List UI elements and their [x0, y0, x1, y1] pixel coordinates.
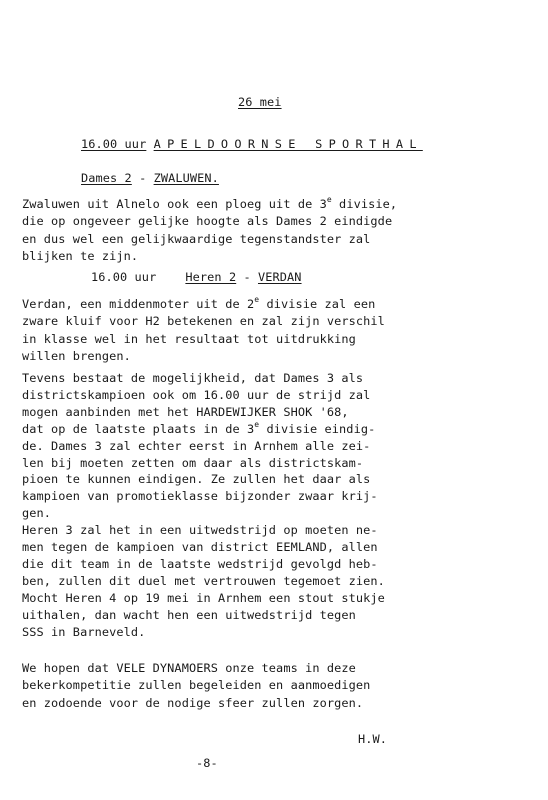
ordinal-superscript: e — [326, 195, 332, 204]
text-line — [22, 573, 385, 590]
text-segment: de. Dames 3 zal echter eerst in Arnhem alle zei- — [22, 438, 371, 453]
text-segment: bekerkompetitie zullen begeleiden en aanmoedigen — [22, 678, 371, 693]
text-segment: Heren 3 zal het in een uitwedstrijd op moeten ne- — [22, 523, 378, 538]
text-segment: blijken te zijn. — [22, 248, 139, 263]
text-line — [22, 590, 385, 607]
text-line — [22, 539, 378, 556]
match2-opponent: VERDAN — [257, 270, 302, 284]
match2-team: Heren 2 — [185, 270, 237, 284]
text-segment: Verdan, een middenmoter uit de 2 — [22, 297, 255, 311]
text-segment: pioen te kunnen eindigen. Ze zullen het daar als — [22, 472, 371, 487]
text-line — [22, 404, 349, 421]
signature: H.W. — [358, 732, 388, 746]
page-number: -8- — [196, 756, 218, 770]
match2-dash: - — [236, 270, 258, 284]
text-segment: en dus wel een gelijkwaardige tegenstandster zal — [22, 231, 371, 246]
text-line — [22, 196, 397, 213]
text-line — [22, 522, 378, 539]
text-segment: willen brengen. — [22, 348, 131, 363]
text-segment: die dit team in de laatste wedstrijd gevolgd heb- — [22, 556, 378, 571]
text-line — [22, 421, 375, 438]
text-line — [22, 248, 138, 265]
text-segment: uithalen, dan wacht hen een uitwedstrijd tegen — [22, 607, 356, 622]
text-line — [22, 471, 370, 488]
text-line — [22, 296, 375, 313]
text-line — [22, 331, 356, 348]
text-line — [22, 660, 356, 677]
text-segment: Mocht Heren 4 op 19 mei in Arnhem een stout stukje — [22, 590, 385, 605]
text-line — [22, 348, 131, 365]
text-segment: men tegen de kampioen van district EEMLAND, allen — [22, 540, 378, 554]
text-line — [22, 677, 370, 694]
text-segment: divisie, — [331, 197, 398, 211]
text-segment: divisie eindig- — [259, 421, 376, 436]
text-line — [22, 607, 356, 624]
text-line — [22, 505, 51, 522]
text-line — [22, 455, 363, 472]
ordinal-superscript: e — [254, 295, 260, 304]
text-segment: die op ongeveer gelijke hoogte als Dames 2 eindigde — [22, 214, 393, 229]
match2-time: 16.00 uur — [91, 270, 157, 284]
text-segment: Tevens bestaat de mogelijkheid, dat Dames 3 als — [22, 371, 364, 385]
text-segment: SSS in Barneveld. — [22, 624, 146, 639]
text-line — [22, 438, 370, 455]
text-segment: divisie zal een — [259, 297, 376, 311]
text-segment: mogen aanbinden met het HARDEWIJKER SHOK '68, — [22, 404, 349, 419]
match-heading-dames-2 — [81, 170, 219, 187]
match1-opponent: ZWALUWEN. — [153, 171, 219, 185]
text-segment: en zodoende voor de nodige sfeer zullen zorgen. — [22, 695, 364, 710]
text-line — [22, 488, 378, 505]
text-segment: gen. — [22, 506, 52, 521]
text-segment: zware kluif voor H2 betekenen en zal zijn verschil — [22, 314, 385, 329]
text-segment: We hopen dat VELE DYNAMOERS onze teams in deze — [22, 661, 356, 675]
text-line — [22, 213, 392, 230]
text-segment: districtskampioen ook om 16.00 uur de strijd zal — [22, 387, 371, 402]
match1-dash: - — [131, 171, 154, 185]
text-line — [22, 231, 370, 248]
ordinal-superscript: e — [254, 419, 260, 429]
text-line — [22, 624, 145, 641]
date-heading: 26 mei — [238, 95, 282, 109]
text-line — [22, 370, 363, 387]
venue-time: 16.00 uur — [81, 137, 147, 151]
text-line — [22, 387, 370, 404]
match1-team: Dames 2 — [81, 171, 132, 185]
match-heading-heren-2 — [91, 269, 302, 286]
text-segment: dat op de laatste plaats in de 3 — [22, 421, 255, 436]
venue-name: APELDOORNSE SPORTHAL — [153, 137, 423, 151]
text-segment: in klasse wel in het resultaat tot uitdrukking — [22, 331, 356, 346]
venue-heading — [81, 136, 423, 153]
text-segment: Zwaluwen uit Alnelo ook een ploeg uit de 3 — [22, 197, 327, 211]
text-line — [22, 313, 385, 330]
text-line — [22, 556, 378, 573]
text-line — [22, 695, 363, 712]
text-segment: len bij moeten zetten om daar als districtskam- — [22, 455, 364, 470]
text-segment: ben, zullen dit duel met vertrouwen tegemoet zien. — [22, 573, 385, 588]
text-segment: kampioen van promotieklasse bijzonder zwaar krij- — [22, 489, 378, 504]
